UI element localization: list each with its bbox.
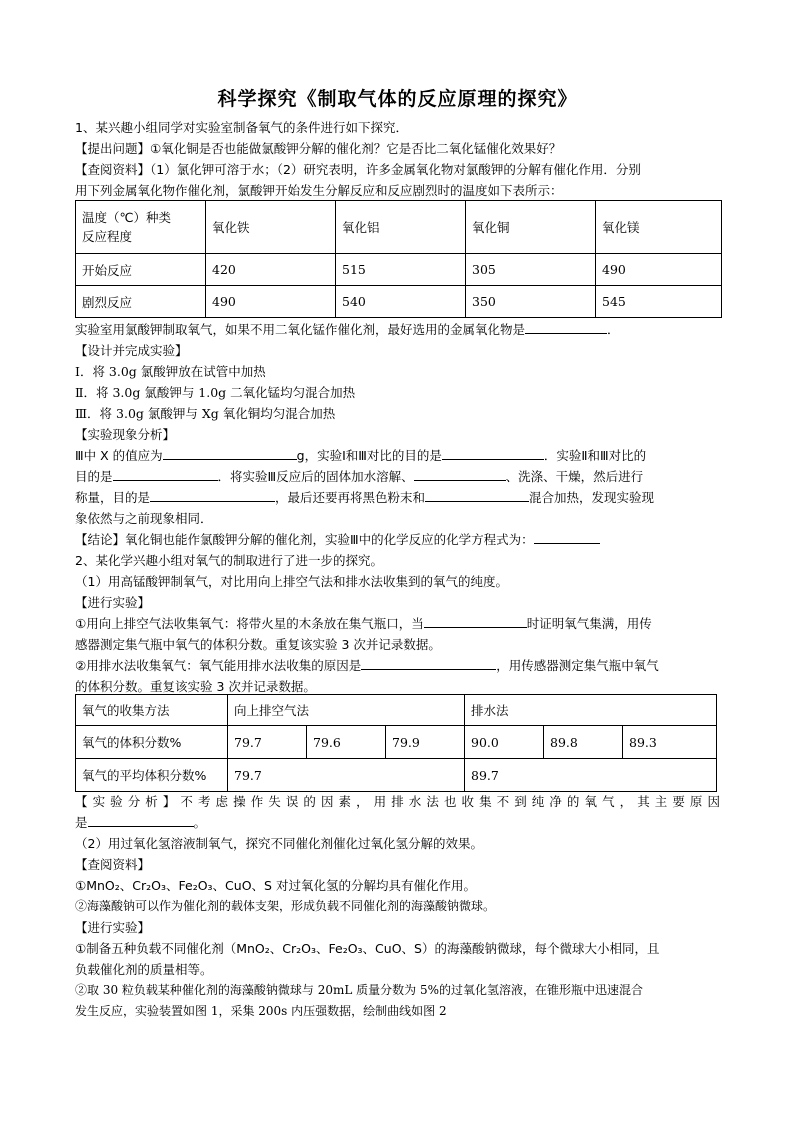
q2-part-2: （2）用过氧化氢溶液制氧气，探究不同催化剂催化过氧化氢分解的效果。 — [75, 836, 483, 851]
cell: 545 — [596, 286, 722, 318]
cell: 79.7 — [228, 726, 307, 759]
q2-consult-1: ①MnO₂、Cr₂O₃、Fe₂O₃、CuO、S 对过氧化氢的分解均具有催化作用。 — [75, 878, 476, 893]
row-label: 开始反应 — [76, 254, 206, 286]
answer-blank[interactable] — [525, 319, 607, 334]
cell: 490 — [596, 254, 722, 286]
q1-raise-question: 【提出问题】①氧化铜是否也能做氯酸钾分解的催化剂？它是否比二氧化锰催化效果好？ — [75, 141, 562, 156]
q2-exp-1-line-1 — [75, 613, 720, 634]
q2-exp-head: 【进行实验】 — [75, 595, 151, 610]
answer-blank[interactable] — [88, 812, 194, 827]
text: ． — [607, 322, 620, 337]
oxygen-purity-table — [75, 694, 717, 792]
table-row — [76, 726, 717, 759]
q1-analysis-head: 【实验现象分析】 — [75, 427, 176, 442]
q2-exp2-head: 【进行实验】 — [75, 920, 151, 935]
q1-design-2: Ⅱ．将 3.0g 氯酸钾与 1.0g 二氧化锰均匀混合加热 — [75, 385, 356, 400]
row-label: 氧气的平均体积分数% — [76, 759, 228, 792]
answer-blank[interactable] — [163, 445, 297, 460]
table-header-cell — [76, 201, 206, 254]
method-up-header: 向上排空气法 — [228, 695, 465, 726]
cell: 89.8 — [544, 726, 623, 759]
answer-blank[interactable] — [361, 655, 496, 670]
table-row — [76, 286, 722, 318]
q1-intro: 1、某兴趣小组同学对实验室制备氧气的条件进行如下探究． — [75, 120, 408, 135]
cell: 490 — [206, 286, 336, 318]
q2-consult-head: 【查阅资料】 — [75, 857, 151, 872]
cell: 350 — [466, 286, 596, 318]
cell: 305 — [466, 254, 596, 286]
table-row — [76, 759, 717, 792]
page-title: 科学探究《制取气体的反应原理的探究》 — [217, 88, 578, 110]
q1-analysis-line-3 — [75, 487, 720, 508]
answer-blank[interactable] — [442, 445, 544, 460]
text: Ⅲ中 X 的值应为 — [75, 448, 163, 463]
q1-best-oxide-line — [75, 319, 720, 340]
row-label: 剧烈反应 — [76, 286, 206, 318]
q1-analysis-line-1 — [75, 445, 720, 466]
q2-analysis-line-2 — [75, 812, 720, 833]
text: 目的是 — [75, 469, 113, 484]
cell: 420 — [206, 254, 336, 286]
method-water-header: 排水法 — [465, 695, 717, 726]
col-header: 氧化铜 — [466, 201, 596, 254]
text: g，实验Ⅰ和Ⅲ对比的目的是 — [296, 448, 442, 463]
cell: 89.3 — [623, 726, 717, 759]
text: ，用传感器测定集气瓶中氧气 — [496, 658, 659, 673]
cell: 540 — [336, 286, 466, 318]
col-header: 氧化铁 — [206, 201, 336, 254]
q2-exp-2-line-2: 的体积分数。重复该实验 3 次并记录数据。 — [75, 679, 316, 694]
q2-exp2-1-line-1: ①制备五种负载不同催化剂（MnO₂、Cr₂O₃、Fe₂O₃、CuO、S）的海藻酸钠微球，每个微球大小相同，且 — [75, 941, 660, 956]
row-label: 氧气的体积分数% — [76, 726, 228, 759]
text: 、洗涤、干燥，然后进行 — [505, 469, 644, 484]
q1-conclusion — [75, 529, 720, 550]
q2-part-1: （1）用高锰酸钾制氧气，对比用向上排空气法和排水法收集到的氧气的纯度。 — [75, 574, 508, 589]
cell: 515 — [336, 254, 466, 286]
text: 混合加热，发现实验现 — [529, 490, 655, 505]
answer-blank[interactable] — [150, 487, 275, 502]
cell: 79.9 — [386, 726, 465, 759]
text: ②用排水法收集氧气：氧气能用排水法收集的原因是 — [75, 658, 362, 673]
q2-exp2-1-line-2: 负载催化剂的质量相等。 — [75, 962, 213, 977]
cell: 90.0 — [465, 726, 544, 759]
text: ①用向上排空气法收集氧气：将带火星的木条放在集气瓶口，当 — [75, 616, 424, 631]
answer-blank[interactable] — [425, 487, 529, 502]
col-label: 氧气的收集方法 — [76, 695, 228, 726]
q2-intro: 2、某化学兴趣小组对氧气的制取进行了进一步的探究。 — [75, 553, 383, 568]
text: 是 — [75, 815, 88, 830]
answer-blank[interactable] — [424, 613, 527, 628]
q1-consult-1: 【查阅资料】（1）氯化钾可溶于水；（2）研究表明，许多金属氧化物对氯酸钾的分解有催化作用．分别 — [75, 162, 641, 177]
text: 实验室用氯酸钾制取氧气，如果不用二氧化锰作催化剂，最好选用的金属氧化物是 — [75, 322, 526, 337]
text: 。 — [193, 815, 207, 830]
text: 时证明氧气集满，用传 — [526, 616, 652, 631]
answer-blank[interactable] — [534, 529, 600, 544]
answer-blank[interactable] — [414, 466, 506, 481]
q1-analysis-line-2 — [75, 466, 720, 487]
cell: 79.6 — [307, 726, 386, 759]
q2-analysis-line-1: 【实验分析】不考虑操作失误的因素，用排水法也收集不到纯净的氧气，其主要原因 — [75, 794, 720, 809]
q2-exp2-2-line-2: 发生反应，实验装置如图 1，采集 200s 内压强数据，绘制曲线如图 2 — [75, 1004, 447, 1018]
q2-exp-2-line-1 — [75, 655, 720, 676]
text: 称量，目的是 — [75, 490, 151, 505]
text: ，最后还要再将黑色粉末和 — [275, 490, 426, 505]
q2-exp-1-line-2: 感器测定集气瓶中氧气的体积分数。重复该实验 3 次并记录数据。 — [75, 637, 441, 652]
header-line-2: 反应程度 — [82, 229, 133, 244]
answer-blank[interactable] — [113, 466, 218, 481]
col-header: 氧化铝 — [336, 201, 466, 254]
q1-consult-2: 用下列金属氧化物作催化剂，氯酸钾开始发生分解反应和反应剧烈时的温度如下表所示： — [75, 183, 563, 198]
q1-analysis-line-4: 象依然与之前现象相同． — [75, 511, 213, 526]
text: ．将实验Ⅲ反应后的固体加水溶解、 — [217, 469, 414, 484]
q1-design-head: 【设计并完成实验】 — [75, 343, 188, 358]
catalyst-temperature-table — [75, 200, 722, 318]
text: 【结论】氧化铜也能作氯酸钾分解的催化剂，实验Ⅲ中的化学反应的化学方程式为： — [75, 532, 534, 547]
table-row — [76, 254, 722, 286]
q1-design-1: Ⅰ．将 3.0g 氯酸钾放在试管中加热 — [75, 364, 266, 379]
cell: 89.7 — [465, 759, 717, 792]
col-header: 氧化镁 — [596, 201, 722, 254]
cell: 79.7 — [228, 759, 465, 792]
q2-exp2-2-line-1: ②取 30 粒负载某种催化剂的海藻酸钠微球与 20mL 质量分数为 5%的过氧化氢溶液，在锥形瓶中迅速混合 — [75, 983, 643, 997]
header-line-1: 温度（℃）种类 — [82, 210, 172, 225]
q2-consult-2: ②海藻酸钠可以作为催化剂的载体支架，形成负载不同催化剂的海藻酸钠微球。 — [75, 899, 496, 913]
text: ．实验Ⅱ和Ⅲ对比的 — [543, 448, 647, 463]
q1-design-3: Ⅲ．将 3.0g 氯酸钾与 Xg 氧化铜均匀混合加热 — [75, 406, 336, 421]
